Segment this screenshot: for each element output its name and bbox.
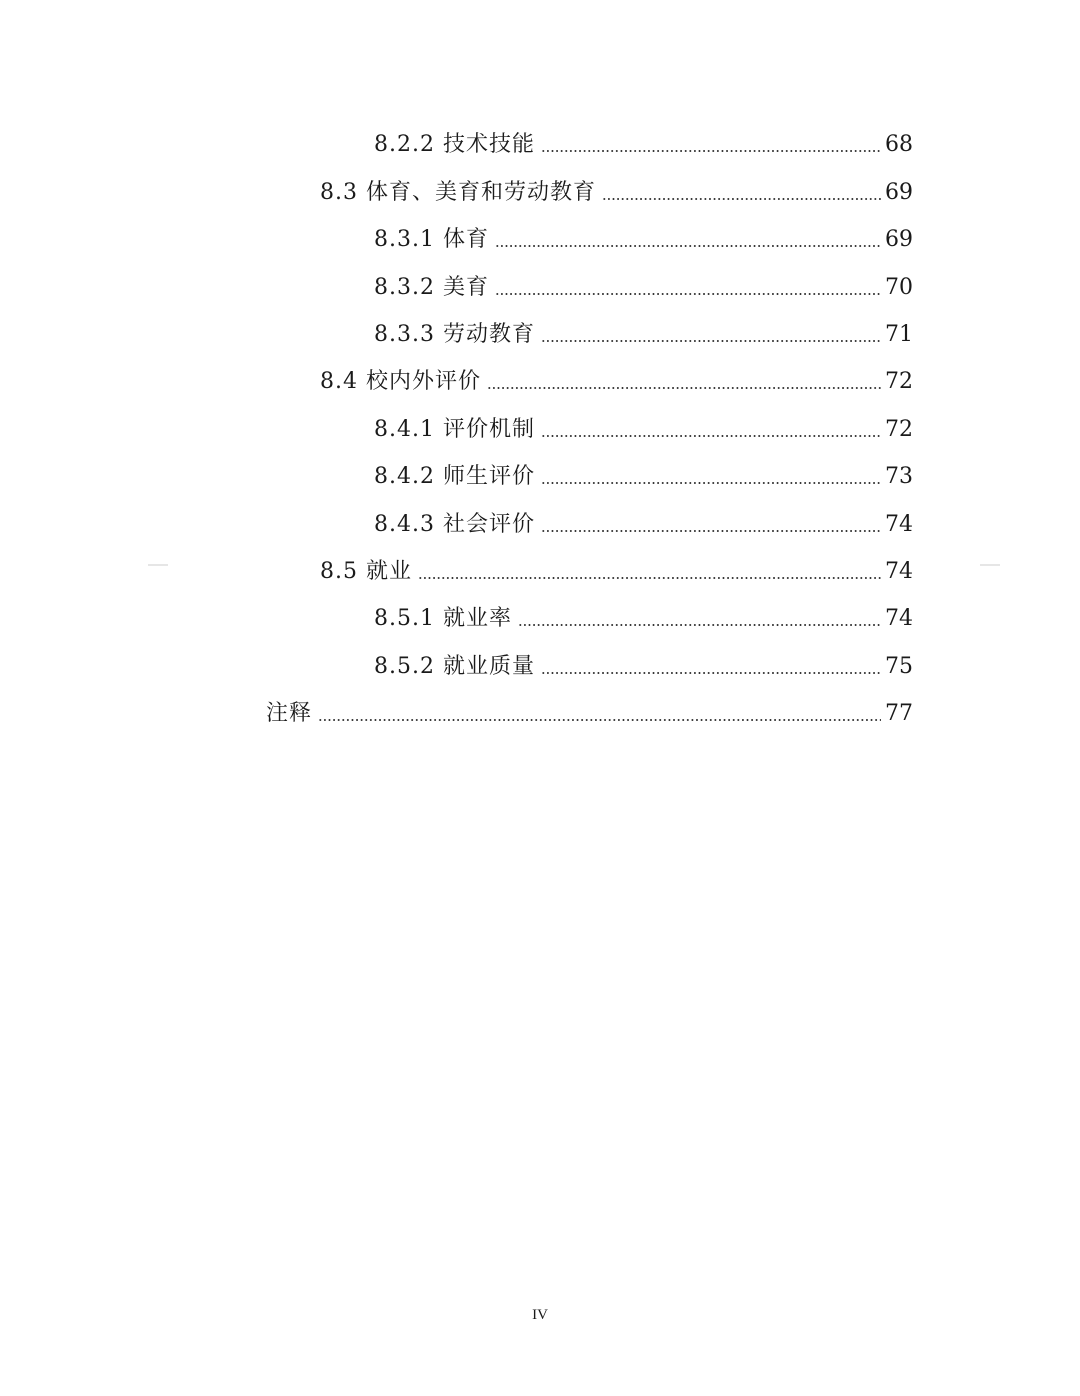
toc-entry-label: 8.4.3 社会评价 bbox=[374, 511, 535, 537]
toc-entry[interactable] bbox=[0, 586, 1080, 633]
toc-entry-page: 74 bbox=[885, 558, 913, 584]
toc-entry-page: 71 bbox=[885, 321, 913, 347]
toc-entry-page: 72 bbox=[885, 369, 913, 395]
toc-entry-label: 8.5.1 就业率 bbox=[374, 606, 512, 632]
toc-entry-label: 8.2.2 技术技能 bbox=[374, 132, 535, 158]
toc-entry-label: 8.4.2 师生评价 bbox=[374, 464, 535, 490]
toc-entry-page: 70 bbox=[885, 274, 913, 300]
dot-leader bbox=[318, 719, 881, 721]
dot-leader bbox=[541, 150, 881, 152]
toc-entry-label: 8.3.2 美育 bbox=[374, 274, 489, 300]
toc-entry-label: 8.3.3 劳动教育 bbox=[374, 321, 535, 347]
toc-entry-page: 74 bbox=[885, 511, 913, 537]
page-number: IV bbox=[532, 1307, 548, 1323]
dot-leader bbox=[541, 482, 881, 484]
toc-entry-label: 8.3 体育、美育和劳动教育 bbox=[320, 179, 596, 205]
toc-entry-label: 8.5.2 就业质量 bbox=[374, 653, 535, 679]
toc-entry[interactable] bbox=[0, 349, 1080, 396]
toc-entry-label: 注释 bbox=[266, 701, 313, 727]
toc-entry[interactable] bbox=[0, 444, 1080, 491]
toc-entry[interactable] bbox=[0, 112, 1080, 159]
table-of-contents bbox=[0, 112, 1080, 728]
toc-entry-page: 68 bbox=[885, 132, 913, 158]
toc-entry[interactable] bbox=[0, 396, 1080, 443]
toc-entry-page: 69 bbox=[885, 227, 913, 253]
toc-entry-page: 73 bbox=[885, 464, 913, 490]
dot-leader bbox=[495, 293, 881, 295]
toc-entry-label: 8.3.1 体育 bbox=[374, 227, 489, 253]
dot-leader bbox=[518, 624, 881, 626]
dot-leader bbox=[541, 340, 881, 342]
toc-entry[interactable] bbox=[0, 254, 1080, 301]
toc-entry-label: 8.5 就业 bbox=[320, 558, 412, 584]
toc-entry[interactable] bbox=[0, 681, 1080, 728]
dot-leader bbox=[418, 577, 881, 579]
dot-leader bbox=[541, 530, 881, 532]
toc-entry-page: 75 bbox=[885, 653, 913, 679]
toc-entry[interactable] bbox=[0, 491, 1080, 538]
dot-leader bbox=[541, 672, 881, 674]
toc-entry[interactable] bbox=[0, 302, 1080, 349]
toc-entry[interactable] bbox=[0, 539, 1080, 586]
toc-entry-page: 77 bbox=[885, 701, 913, 727]
toc-entry-label: 8.4 校内外评价 bbox=[320, 369, 481, 395]
dot-leader bbox=[495, 245, 881, 247]
dot-leader bbox=[487, 387, 881, 389]
toc-entry-page: 69 bbox=[885, 179, 913, 205]
toc-entry-page: 72 bbox=[885, 416, 913, 442]
toc-entry-page: 74 bbox=[885, 606, 913, 632]
toc-entry-label: 8.4.1 评价机制 bbox=[374, 416, 535, 442]
toc-entry[interactable] bbox=[0, 633, 1080, 680]
dot-leader bbox=[541, 435, 881, 437]
toc-entry[interactable] bbox=[0, 159, 1080, 206]
toc-entry[interactable] bbox=[0, 207, 1080, 254]
dot-leader bbox=[602, 198, 881, 200]
